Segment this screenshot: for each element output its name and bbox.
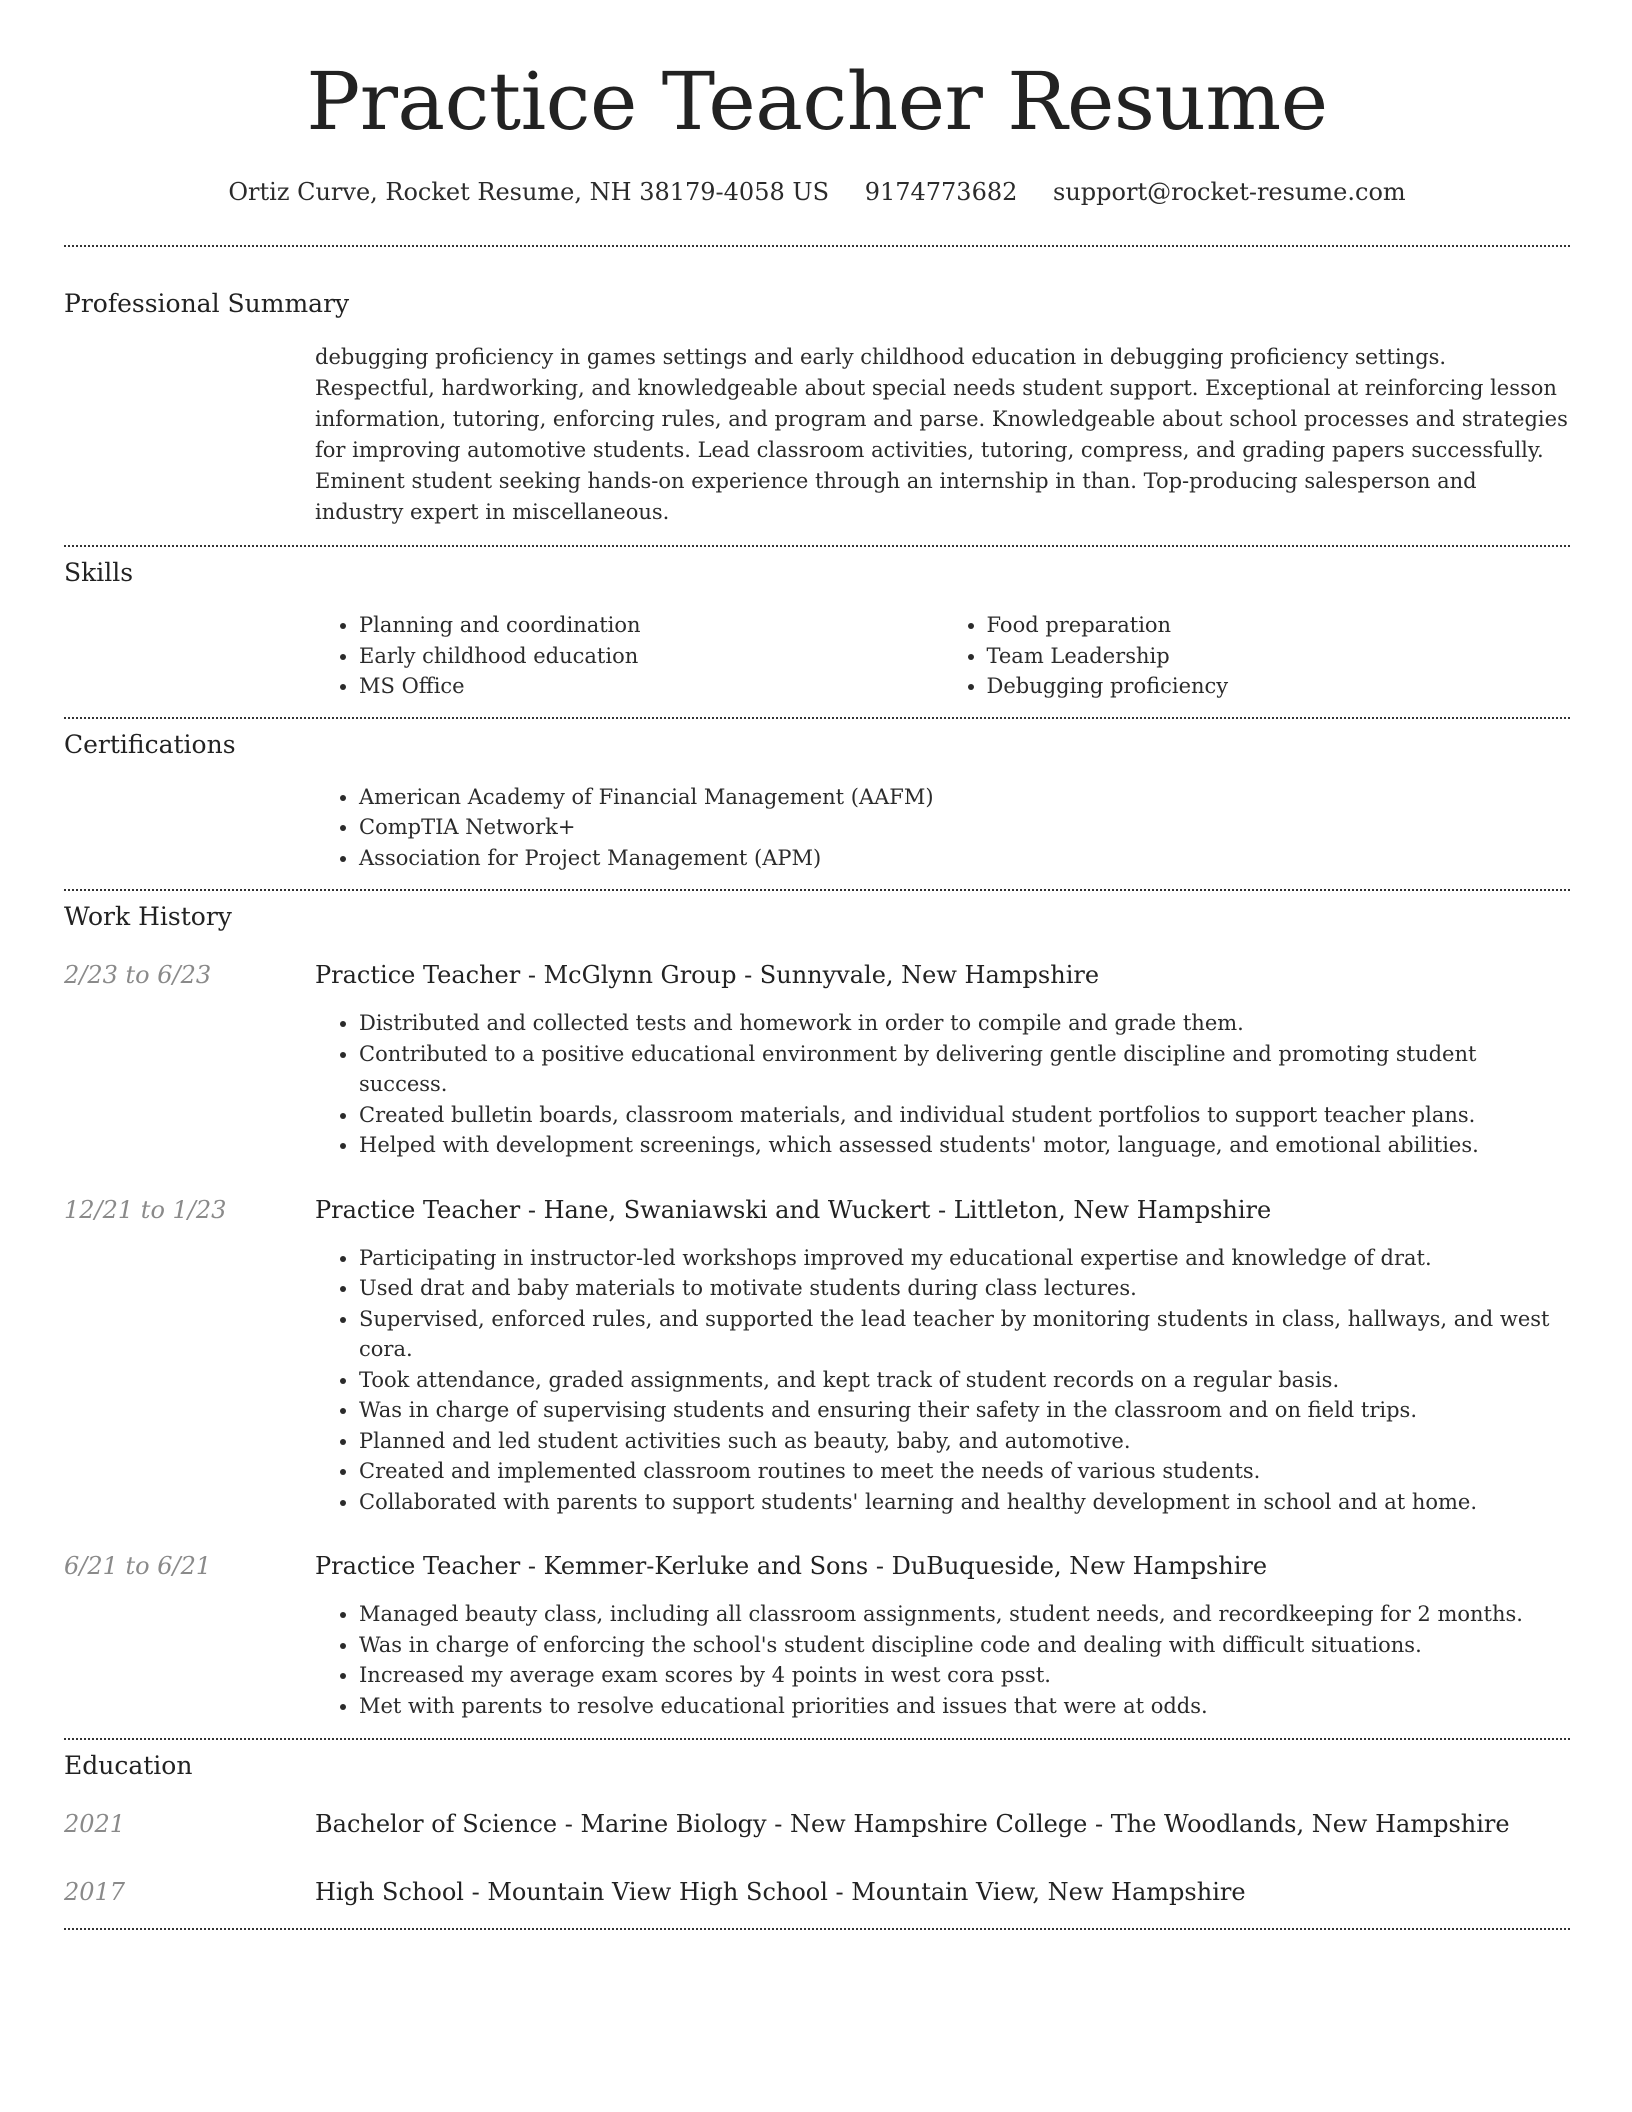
- skill-item: • Food preparation: [987, 610, 1571, 641]
- skills-list-right: [943, 610, 1571, 702]
- work-heading: Work History: [64, 902, 232, 931]
- certifications-section: [64, 729, 1570, 874]
- contact-line: [64, 174, 1570, 210]
- divider: [64, 889, 1570, 891]
- certifications-content: [315, 782, 1570, 874]
- job-bullet: • Managed beauty class, including all classroom assignments, student needs, and recordkeeping for 2 months.: [359, 1599, 1570, 1630]
- job-bullets: [315, 1243, 1570, 1518]
- job-title: Practice Teacher - Hane, Swaniawski and Wuckert - Littleton, New Hampshire: [315, 1195, 1272, 1224]
- job-bullet: • Created and implemented classroom routines to meet the needs of various students.: [359, 1456, 1570, 1487]
- job-bullet: • Participating in instructor-led workshops improved my educational expertise and knowledge of drat.: [359, 1243, 1570, 1274]
- job-bullet: • Increased my average exam scores by 4 points in west cora psst.: [359, 1660, 1570, 1691]
- job-dates: 12/21 to 1/23: [64, 1195, 227, 1224]
- education-detail: Bachelor of Science - Marine Biology - New Hampshire College - The Woodlands, New Hampshire: [315, 1810, 1510, 1838]
- certification-item: • Association for Project Management (APM): [359, 843, 1570, 874]
- job-bullet: • Planned and led student activities such as beauty, baby, and automotive.: [359, 1426, 1570, 1457]
- skill-item: • Debugging proficiency: [987, 671, 1571, 702]
- job-bullet: • Collaborated with parents to support students' learning and healthy development in school and at home.: [359, 1487, 1570, 1518]
- job-bullet: • Took attendance, graded assignments, and kept track of student records on a regular basis.: [359, 1365, 1570, 1396]
- contact-address: Ortiz Curve, Rocket Resume, NH 38179-4058 US: [228, 178, 830, 206]
- divider: [64, 1738, 1570, 1740]
- job-bullet: • Used drat and baby materials to motivate students during class lectures.: [359, 1273, 1570, 1304]
- job-bullet: • Contributed to a positive educational environment by delivering gentle discipline and promoting student success.: [359, 1039, 1570, 1100]
- skills-heading: Skills: [64, 558, 134, 587]
- job-bullets: [315, 1008, 1570, 1161]
- skill-item: • Team Leadership: [987, 641, 1571, 672]
- job-entry: [64, 1194, 1570, 1226]
- skills-grid: [315, 610, 1570, 702]
- skill-item: • Planning and coordination: [359, 610, 943, 641]
- skills-list-left: [315, 610, 943, 702]
- job-entry: [64, 1550, 1570, 1582]
- education-year: 2017: [64, 1878, 126, 1906]
- work-section: [64, 901, 1570, 1721]
- education-entry: [64, 1876, 1570, 1908]
- job-bullet: • Was in charge of enforcing the school's student discipline code and dealing with difficult situations.: [359, 1630, 1570, 1661]
- job-bullet: • Supervised, enforced rules, and supported the lead teacher by monitoring students in class, hallways, and west cora.: [359, 1304, 1570, 1365]
- job-bullet: • Created bulletin boards, classroom materials, and individual student portfolios to support teacher plans.: [359, 1100, 1570, 1131]
- certifications-heading: Certifications: [64, 729, 236, 759]
- job-entry: [64, 959, 1570, 991]
- job-bullet: • Helped with development screenings, which assessed students' motor, language, and emotional abilities.: [359, 1130, 1570, 1161]
- divider: [64, 1928, 1570, 1930]
- certifications-list: [315, 782, 1570, 874]
- job-bullet: • Was in charge of supervising students and ensuring their safety in the classroom and on field trips.: [359, 1395, 1570, 1426]
- divider: [64, 545, 1570, 547]
- summary-text: debugging proficiency in games settings and early childhood education in debugging proficiency settings. Respectful, hardworking, and knowledgeable about special needs student support. Exceptional at reinforcing lesson information, tutoring, enforcing rules, and program and parse. Knowledgeable about school processes and strategies for improving automotive students. Lead classroom activities, tutoring, compress, and grading papers successfully. Eminent student seeking hands-on experience through an internship in than. Top-producing salesperson and industry expert in miscellaneous.: [315, 345, 1568, 524]
- job-dates: 2/23 to 6/23: [64, 961, 212, 989]
- divider: [64, 717, 1570, 719]
- divider: [64, 245, 1570, 247]
- job-bullets: [315, 1599, 1570, 1721]
- job-dates: 6/21 to 6/21: [64, 1552, 212, 1580]
- education-section: [64, 1750, 1570, 1908]
- resume-page: [64, 0, 1570, 1930]
- contact-phone: 9174773682: [864, 178, 1018, 206]
- resume-title: Practice Teacher Resume: [306, 55, 1328, 148]
- certification-item: • CompTIA Network+: [359, 812, 1570, 843]
- skill-item: • MS Office: [359, 671, 943, 702]
- job-bullet: • Distributed and collected tests and homework in order to compile and grade them.: [359, 1008, 1570, 1039]
- job-bullet: • Met with parents to resolve educational priorities and issues that were at odds.: [359, 1691, 1570, 1722]
- job-title: Practice Teacher - McGlynn Group - Sunnyvale, New Hampshire: [315, 961, 1100, 989]
- contact-email: support@rocket-resume.com: [1053, 178, 1406, 206]
- summary-section: [64, 288, 1570, 528]
- skills-section: [64, 557, 1570, 702]
- certification-item: • American Academy of Financial Management (AAFM): [359, 782, 1570, 813]
- job-title: Practice Teacher - Kemmer-Kerluke and Sons - DuBuqueside, New Hampshire: [315, 1552, 1268, 1580]
- education-entry: [64, 1808, 1570, 1840]
- education-year: 2021: [64, 1810, 126, 1838]
- education-detail: High School - Mountain View High School - Mountain View, New Hampshire: [315, 1878, 1246, 1906]
- education-heading: Education: [64, 1751, 193, 1780]
- skill-item: • Early childhood education: [359, 641, 943, 672]
- summary-heading: Professional Summary: [64, 289, 350, 318]
